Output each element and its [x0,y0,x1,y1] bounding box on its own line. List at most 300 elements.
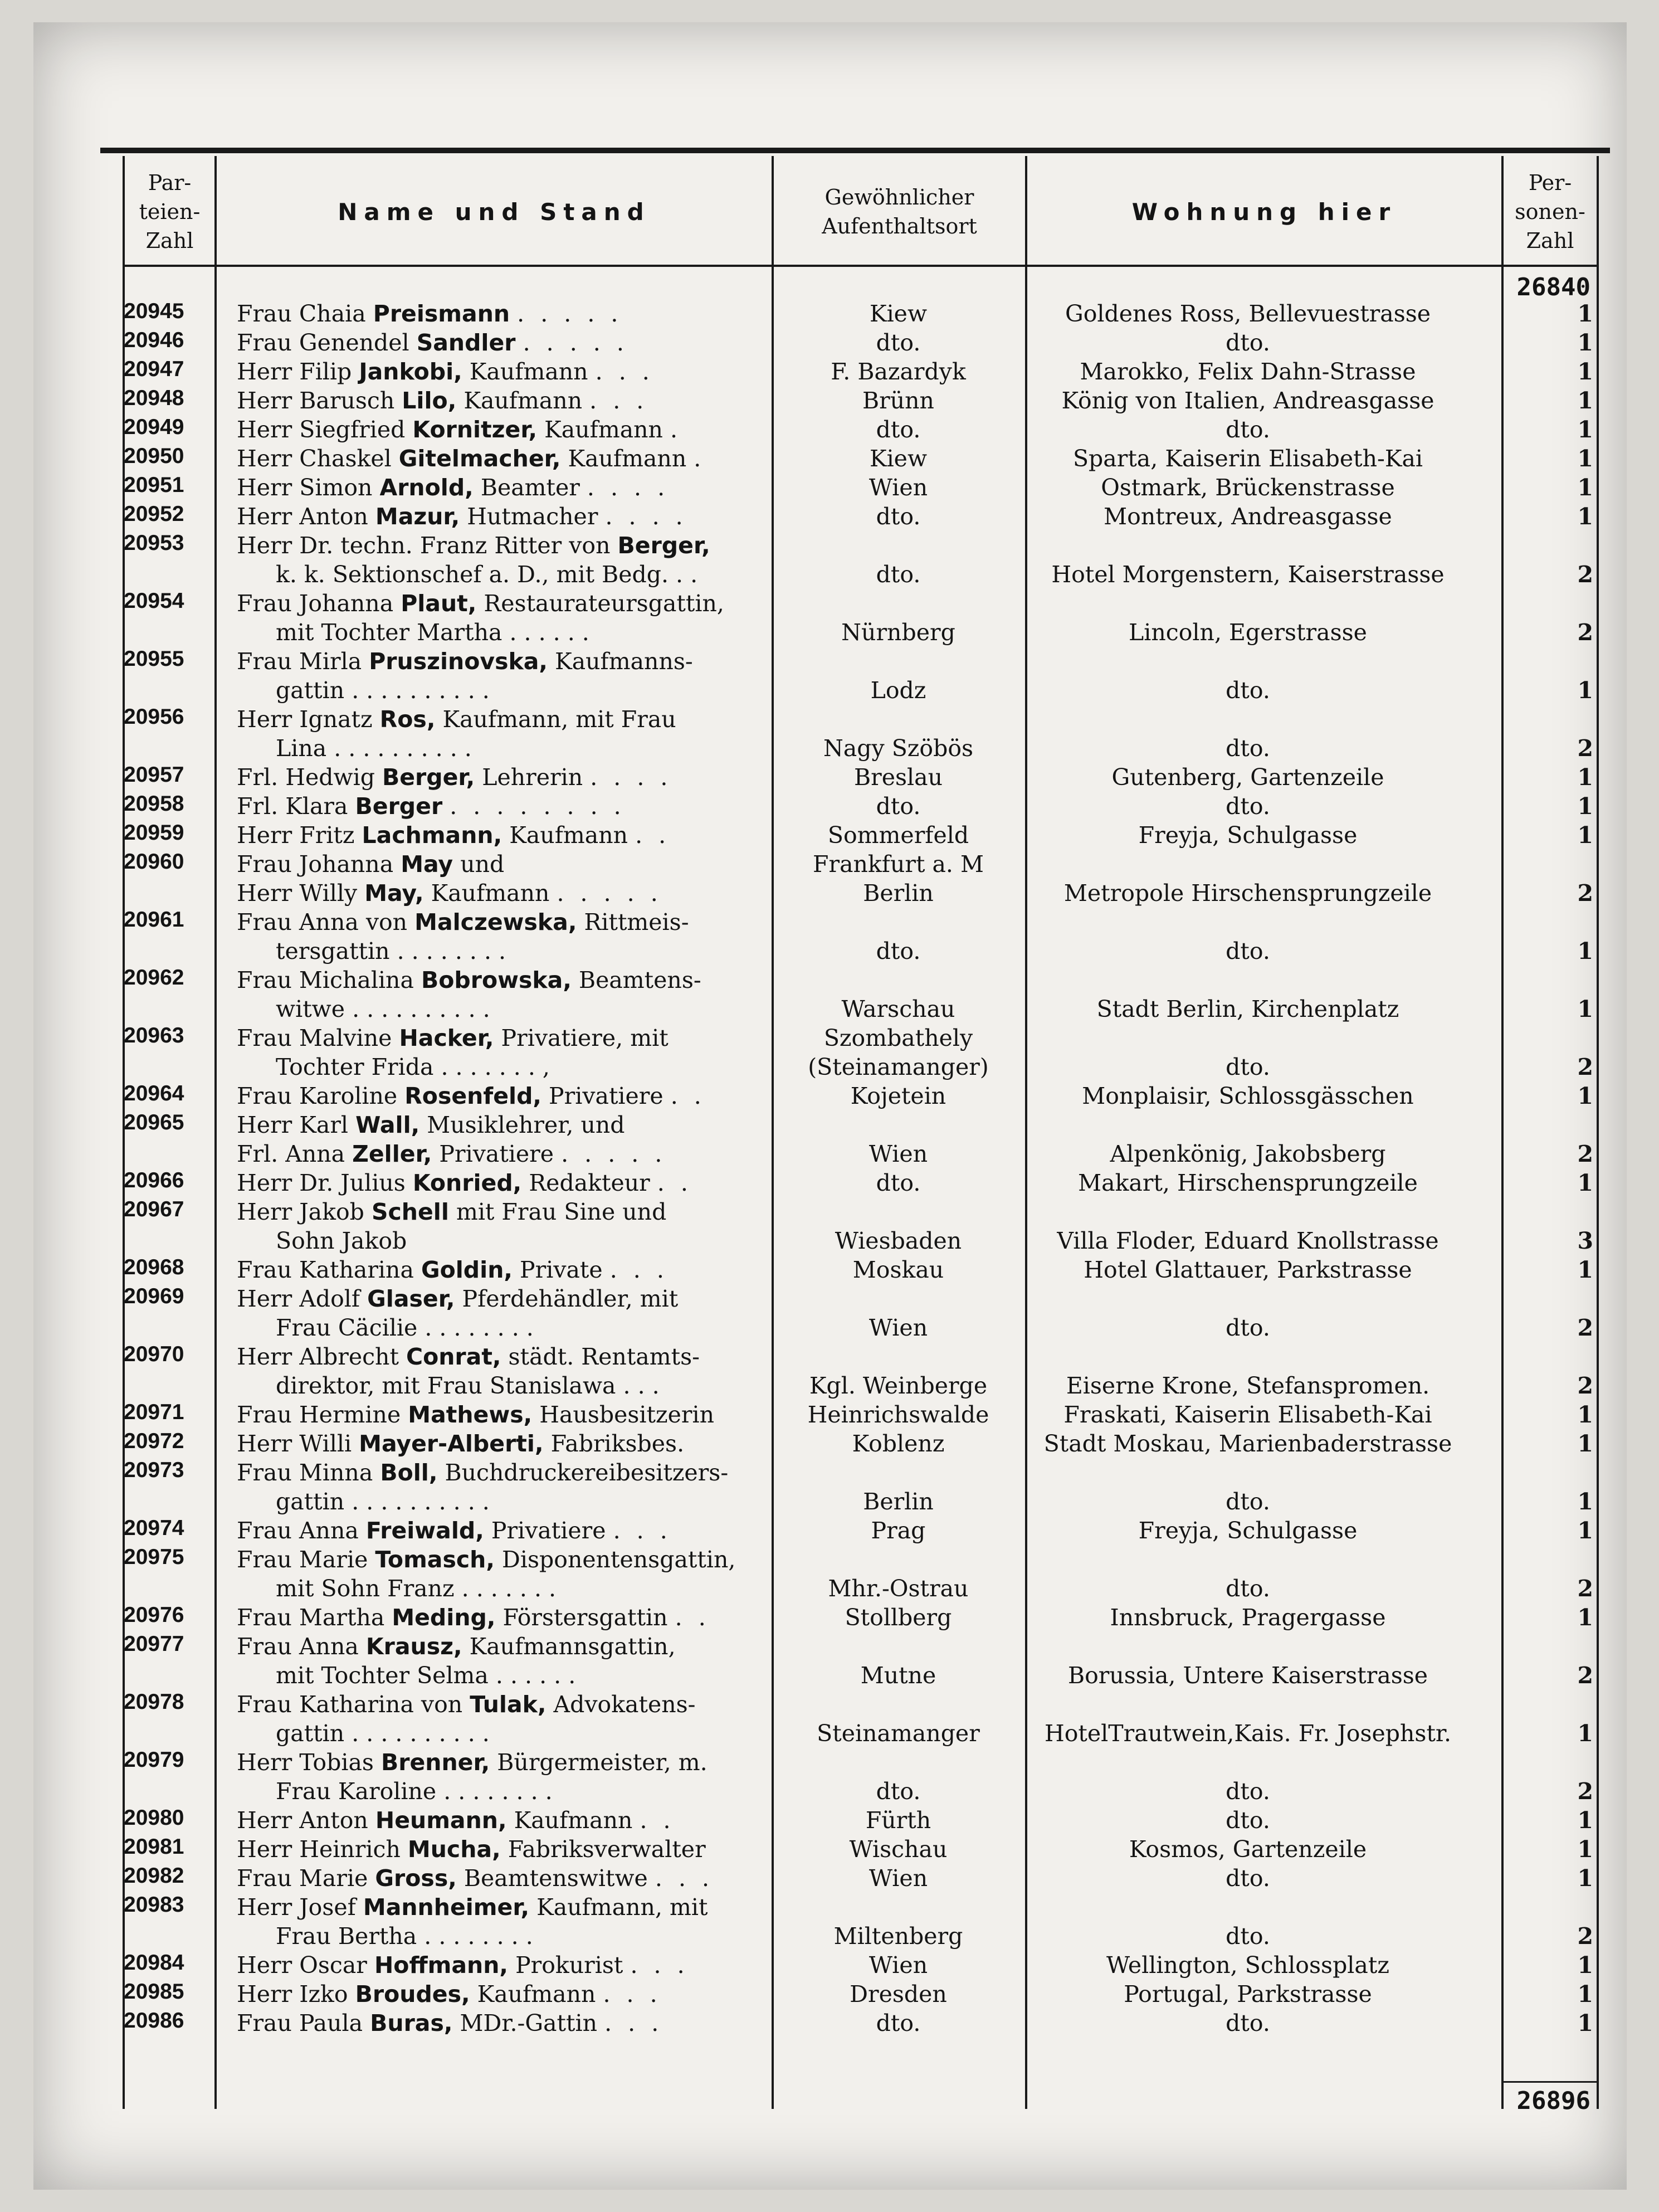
aufenthaltsort: Nürnberg [841,619,955,646]
person-occupation: Kaufmann [568,445,687,472]
total-count: 26896 [1516,2087,1590,2115]
aufenthaltsort: Moskau [852,1256,944,1283]
personen-zahl: 2 [1577,1662,1593,1689]
parteien-zahl: 20980 [124,1806,184,1830]
table-row [123,1429,1599,1458]
wohnung-hier: Portugal, Parkstrasse [1124,1981,1372,2008]
person-surname: Mayer-Alberti, [359,1430,544,1457]
table-row [123,415,1599,444]
wohnung-hier: dto. [1226,677,1270,704]
name-line [237,502,772,531]
person-occupation: MDr.-Gattin [460,2010,598,2036]
name-continuation: mit Tochter Martha . . . . . . [276,619,589,646]
aufenthaltsort: dto. [876,1778,921,1805]
wohnung-hier: Gutenberg, Gartenzeile [1111,764,1384,791]
name-und-stand [237,1603,772,1632]
name-und-stand [237,1197,772,1255]
wohnung-hier: dto. [1226,1807,1270,1834]
wohnung-hier: Freyja, Schulgasse [1138,1517,1358,1544]
name-line [237,1980,772,2009]
leader-dots: . . . . [587,474,670,501]
name-line [237,1081,772,1110]
personen-zahl: 2 [1577,1141,1593,1167]
aufenthaltsort: Warschau [841,996,955,1022]
person-occupation: Beamtenswitwe [463,1865,648,1892]
name-und-stand [237,473,772,502]
table-row [123,1603,1599,1632]
parteien-zahl: 20968 [124,1255,184,1279]
name-line [237,792,772,821]
person-title: Frau Johanna [237,851,394,878]
table-row [123,1893,1599,1951]
person-surname: Lachmann, [362,822,502,849]
person-occupation: Lehrerin [482,764,583,791]
aufenthaltsort: dto. [876,503,921,530]
person-title: Frau Katharina [237,1256,414,1283]
leader-dots: . . . . . [523,329,628,356]
parteien-zahl: 20974 [124,1516,184,1540]
wohnung-hier: Montreux, Andreasgasse [1104,503,1392,530]
table-row [123,1748,1599,1806]
wohnung-hier: dto. [1226,1923,1270,1950]
parteien-zahl: 20973 [124,1458,184,1482]
parteien-zahl: 20972 [124,1429,184,1453]
header-aufenthaltsort: Gewöhnlicher Aufenthaltsort [822,185,977,238]
table-row [123,792,1599,821]
wohnung-hier: dto. [1226,793,1270,820]
personen-zahl: 1 [1577,2010,1593,2036]
person-title: Herr Fritz [237,822,355,849]
personen-zahl: 1 [1577,1430,1593,1457]
name-line [237,1632,772,1661]
name-und-stand [237,1458,772,1516]
personen-zahl: 2 [1577,619,1593,646]
header-name-und-stand: Name und Stand [338,198,651,226]
name-line [237,1429,772,1458]
person-title: Frau Karoline [237,1083,398,1109]
aufenthaltsort: dto. [876,416,921,443]
name-line [237,1197,772,1226]
name-line [237,473,772,502]
person-surname: Hoffmann, [374,1952,509,1979]
person-surname: Tulak, [470,1691,547,1718]
personen-zahl: 1 [1577,1256,1593,1283]
person-surname: Konried, [412,1170,522,1196]
personen-zahl: 3 [1577,1227,1593,1254]
person-surname: Pruszinovska, [369,648,548,675]
aufenthaltsort: Kojetein [850,1083,946,1109]
name-und-stand [237,1690,772,1748]
name-und-stand [237,1168,772,1197]
personen-zahl: 1 [1577,996,1593,1022]
person-title: Herr Dr. techn. Franz Ritter von [237,532,611,559]
parteien-zahl: 20958 [124,792,184,816]
name-und-stand [237,1429,772,1458]
aufenthaltsort: Wien [868,1952,928,1979]
name-line [237,850,772,879]
name-line [237,1458,772,1487]
name-und-stand [237,1255,772,1284]
person-title: Herr Anton [237,1807,368,1834]
aufenthaltsort: Berlin [863,880,934,907]
table-row [123,908,1599,966]
personen-zahl: 2 [1577,1575,1593,1602]
person-occupation: Privatiere [491,1517,606,1544]
leader-dots: . . [640,1807,675,1834]
wohnung-hier: Hotel Glattauer, Parkstrasse [1084,1256,1412,1283]
name-und-stand [237,1342,772,1400]
name-line [237,415,772,444]
leader-dots: . . . . . [517,300,623,327]
name-line [237,1516,772,1545]
person-surname: Preismann [373,300,510,327]
wohnung-hier: dto. [1226,1054,1270,1080]
parteien-zahl: 20981 [124,1835,184,1859]
person-occupation: Privatiere, mit [501,1025,669,1051]
personen-zahl: 1 [1577,1836,1593,1863]
table-row [123,589,1599,647]
wohnung-hier: König von Italien, Andreasgasse [1061,387,1434,414]
name-continuation: Frau Cäcilie . . . . . . . . [276,1314,534,1341]
wohnung-hier: dto. [1226,416,1270,443]
aufenthaltsort: Nagy Szöbös [823,735,974,762]
aufenthaltsort: dto. [876,561,921,588]
personen-zahl: 1 [1577,1865,1593,1892]
name-line [237,1342,772,1371]
table-row [123,1400,1599,1429]
person-title: Frau Johanna [237,590,394,617]
table-row [123,531,1599,589]
name-und-stand [237,386,772,415]
person-surname: Goldin, [421,1256,513,1283]
parteien-zahl: 20952 [124,502,184,526]
name-continuation: Frau Karoline . . . . . . . . [276,1778,553,1805]
personen-zahl: 1 [1577,1401,1593,1428]
name-und-stand [237,1400,772,1429]
name-und-stand [237,966,772,1024]
carry-over-count: 26840 [1516,273,1590,301]
name-und-stand [237,792,772,821]
person-occupation: Kaufmann [431,880,550,907]
person-title: Frl. Hedwig [237,764,375,791]
person-occupation: Kaufmann [514,1807,633,1834]
name-line [237,908,772,937]
table-row [123,328,1599,357]
person-occupation: Beamtens- [578,967,701,993]
person-occupation: Kaufmanns- [555,648,693,675]
person-title: Frau Marie [237,1546,368,1573]
wohnung-hier: Ostmark, Brückenstrasse [1101,474,1395,501]
person-surname: Krausz, [365,1633,462,1660]
person-surname: Wall, [355,1112,420,1138]
person-surname: Mucha, [407,1836,501,1863]
leader-dots: . . [675,1604,710,1631]
name-line [237,589,772,618]
name-und-stand [237,357,772,386]
leader-dots: . . . [603,1981,662,2008]
name-line [237,966,772,995]
aufenthaltsort: dto. [876,1170,921,1196]
entries-list [123,299,1599,2038]
person-surname: May [401,851,453,878]
parteien-zahl: 20963 [124,1024,184,1047]
person-occupation: Advokatens- [553,1691,696,1718]
header-parteien-zahl: Par- teien- Zahl [139,170,201,253]
name-line [237,357,772,386]
wohnung-hier: Monplaisir, Schlossgässchen [1082,1083,1414,1109]
register-page [33,22,1627,2190]
personen-zahl: 2 [1577,1923,1593,1950]
table-row [123,1168,1599,1197]
leader-dots: . . . . [590,764,672,791]
table-row [123,1632,1599,1690]
header-personen-zahl: Per- sonen- Zahl [1515,170,1585,253]
name-line [237,1545,772,1574]
name-und-stand [237,2009,772,2038]
aufenthaltsort: dto. [876,329,921,356]
name-und-stand [237,908,772,966]
aufenthaltsort: Dresden [850,1981,947,2008]
wohnung-hier: Villa Floder, Eduard Knollstrasse [1057,1227,1439,1254]
name-und-stand [237,1139,772,1168]
table-row [123,1690,1599,1748]
name-continuation: mit Tochter Selma . . . . . . [276,1662,576,1689]
person-occupation: Rittmeis- [584,909,689,936]
personen-zahl: 1 [1577,474,1593,501]
name-und-stand [237,299,772,328]
table-row [123,705,1599,763]
wohnung-hier: Stadt Berlin, Kirchenplatz [1096,996,1399,1022]
aufenthaltsort: Berlin [863,1488,934,1515]
name-continuation: k. k. Sektionschef a. D., mit Bedg. . . [276,561,698,588]
aufenthaltsort: Kiew [869,445,928,472]
person-occupation: Kaufmann [544,416,663,443]
personen-zahl: 1 [1577,1807,1593,1834]
table-row [123,1980,1599,2009]
aufenthaltsort: Mutne [860,1662,936,1689]
leader-dots: . . . [604,2010,663,2036]
personen-zahl: 1 [1577,300,1593,327]
table-row [123,763,1599,792]
wohnung-hier: Kosmos, Gartenzeile [1129,1836,1367,1863]
person-occupation: Bürgermeister, m. [497,1749,707,1776]
parteien-zahl: 20985 [124,1980,184,2004]
name-line [237,531,772,560]
aufenthaltsort: Brünn [862,387,934,414]
leader-dots: . . . [589,387,648,414]
personen-zahl: 1 [1577,822,1593,849]
aufenthaltsort: dto. [876,2010,921,2036]
parteien-zahl: 20969 [124,1284,184,1308]
aufenthaltsort: dto. [876,793,921,820]
name-und-stand [237,647,772,705]
personen-zahl: 1 [1577,1517,1593,1544]
table-row [123,357,1599,386]
name-line [237,1864,772,1893]
parteien-zahl: 20950 [124,444,184,468]
person-surname: Meding, [392,1604,496,1631]
personen-zahl: 1 [1577,329,1593,356]
person-title: Frau Anna [237,1517,359,1544]
personen-zahl: 2 [1577,735,1593,762]
person-surname: Berger [355,793,443,820]
personen-zahl: 2 [1577,880,1593,907]
person-occupation: Buchdruckereibesitzers- [445,1459,729,1486]
personen-zahl: 1 [1577,1488,1593,1515]
leader-dots: . . . . . . . . [450,793,626,820]
wohnung-hier: Stadt Moskau, Marienbaderstrasse [1043,1430,1452,1457]
name-und-stand [237,1081,772,1110]
person-title: Herr Barusch [237,387,395,414]
register-table [123,148,1599,2115]
parteien-zahl: 20982 [124,1864,184,1888]
leader-dots: . . . . . [557,880,662,907]
name-und-stand [237,1024,772,1081]
name-line [237,1284,772,1313]
name-continuation: tersgattin . . . . . . . . [276,938,506,964]
wohnung-hier: Alpenkönig, Jakobsberg [1110,1141,1386,1167]
name-und-stand [237,763,772,792]
parteien-zahl: 20965 [124,1110,184,1134]
table-row [123,1806,1599,1835]
parteien-zahl: 20957 [124,763,184,787]
personen-zahl: 1 [1577,387,1593,414]
name-line [237,1168,772,1197]
header-wohnung-hier: Wohnung hier [1131,198,1397,226]
person-title: Frau Malvine [237,1025,392,1051]
aufenthaltsort: Lodz [870,677,926,704]
person-surname: Rosenfeld, [404,1083,541,1109]
name-und-stand [237,415,772,444]
wohnung-hier: Borussia, Untere Kaiserstrasse [1067,1662,1428,1689]
person-surname: Hacker, [399,1025,494,1051]
wohnung-hier: dto. [1226,2010,1270,2036]
name-line [237,1603,772,1632]
person-occupation: mit Frau Sine und [456,1198,667,1225]
parteien-zahl: 20979 [124,1748,184,1772]
wohnung-hier: Marokko, Felix Dahn-Strasse [1080,358,1416,385]
personen-zahl: 1 [1577,1981,1593,2008]
name-line [237,328,772,357]
wohnung-hier: dto. [1226,1314,1270,1341]
person-title: Frau Anna [237,1633,359,1660]
name-continuation: gattin . . . . . . . . . . [276,677,490,704]
table-row [123,1110,1599,1139]
name-continuation: Sohn Jakob [276,1227,407,1254]
name-line [237,1835,772,1864]
table-row [123,2009,1599,2038]
person-occupation: Redakteur [529,1170,650,1196]
table-row [123,647,1599,705]
wohnung-hier: dto. [1226,1865,1270,1892]
wohnung-hier: Wellington, Schlossplatz [1106,1952,1389,1979]
person-title: Frau Marie [237,1865,368,1892]
table-row [123,502,1599,531]
person-surname: Zeller, [352,1141,432,1167]
parteien-zahl: 20948 [124,386,184,410]
name-und-stand [237,1806,772,1835]
name-und-stand [237,531,772,589]
person-occupation: Privatiere [549,1083,663,1109]
table-row [123,1284,1599,1342]
name-line [237,299,772,328]
person-occupation: Kaufmann, mit Frau [442,706,676,733]
table-row [123,386,1599,415]
person-surname: May, [364,880,424,907]
person-title: Frl. Anna [237,1141,345,1167]
aufenthaltsort: Prag [871,1517,926,1544]
table-row [123,1545,1599,1603]
person-surname: Berger, [617,532,710,559]
person-occupation: Prokurist [515,1952,623,1979]
parteien-zahl: 20961 [124,908,184,932]
wohnung-hier: Goldenes Ross, Bellevuestrasse [1065,300,1431,327]
personen-zahl: 1 [1577,793,1593,820]
wohnung-hier: Sparta, Kaiserin Elisabeth-Kai [1072,445,1423,472]
top-double-rule [100,148,1610,153]
parteien-zahl: 20953 [124,531,184,555]
person-title: Herr Albrecht [237,1343,399,1370]
name-line [237,1893,772,1922]
person-title: Herr Willy [237,880,358,907]
name-line [237,1400,772,1429]
aufenthaltsort: Sommerfeld [827,822,969,849]
person-title: Frau Mirla [237,648,362,675]
personen-zahl: 2 [1577,1778,1593,1805]
parteien-zahl: 20955 [124,647,184,671]
leader-dots: . . [657,1170,692,1196]
person-occupation: Kaufmann [509,822,628,849]
table-row [123,1516,1599,1545]
name-line [237,821,772,850]
name-line [237,1110,772,1139]
parteien-zahl: 20959 [124,821,184,845]
aufenthaltsort: Steinamanger [817,1720,980,1747]
parteien-zahl: 20976 [124,1603,184,1627]
name-continuation: gattin . . . . . . . . . . [276,1720,490,1747]
person-title: Herr Adolf [237,1285,360,1312]
parteien-zahl: 20984 [124,1951,184,1975]
person-surname: Bobrowska, [421,967,572,993]
leader-dots: . . . . . [561,1141,667,1167]
personen-zahl: 1 [1577,503,1593,530]
person-occupation: Pferdehändler, mit [462,1285,679,1312]
parteien-zahl: 20956 [124,705,184,729]
name-und-stand [237,444,772,473]
person-surname: Ros, [379,706,436,733]
aufenthaltsort: Wien [868,1865,928,1892]
personen-zahl: 1 [1577,358,1593,385]
aufenthaltsort: Stollberg [845,1604,952,1631]
name-und-stand [237,821,772,850]
parteien-zahl: 20967 [124,1197,184,1221]
name-continuation: mit Sohn Franz . . . . . . . [276,1575,557,1602]
name-und-stand [237,850,772,879]
person-title: Herr Willi [237,1430,352,1457]
person-occupation: Hausbesitzerin [539,1401,715,1428]
parteien-zahl: 20946 [124,328,184,352]
person-occupation: Private [520,1256,603,1283]
person-occupation: Fabriksverwalter [508,1836,706,1863]
person-title: Herr Josef [237,1894,356,1921]
person-title: Frau Hermine [237,1401,401,1428]
person-surname: Mathews, [408,1401,533,1428]
name-continuation: Lina . . . . . . . . . . [276,735,472,762]
wohnung-hier: Freyja, Schulgasse [1138,822,1358,849]
name-line [237,1951,772,1980]
personen-zahl: 2 [1577,1372,1593,1399]
header-rule [123,265,1599,267]
